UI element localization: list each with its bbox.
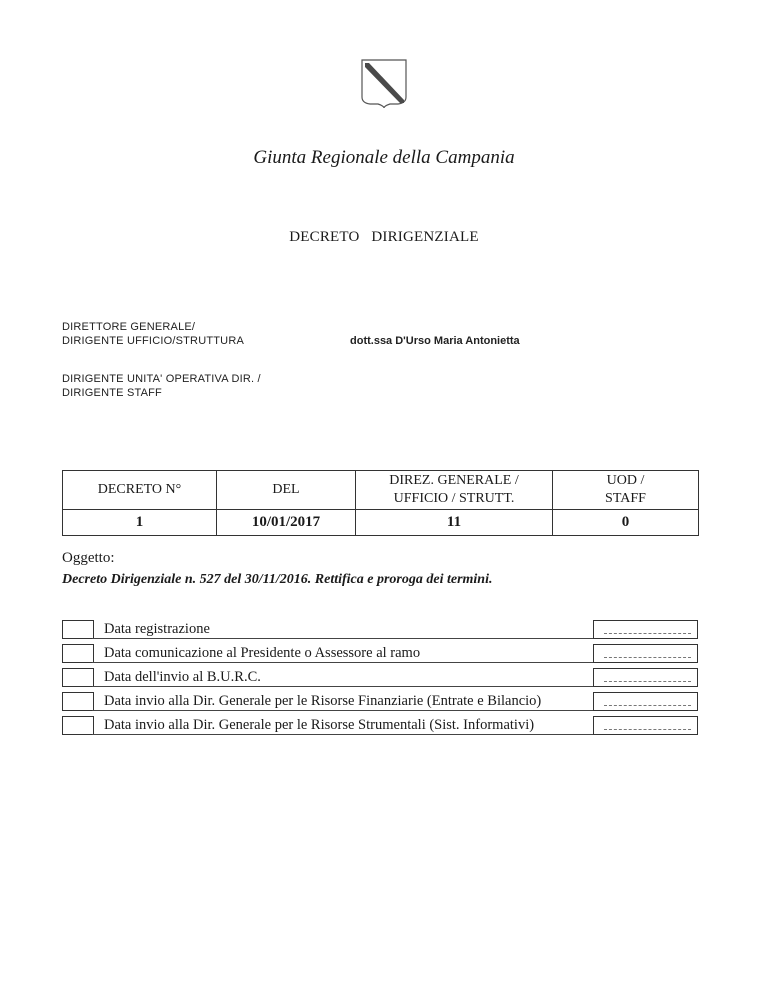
decree-table-value-row — [63, 510, 699, 536]
row-underline — [92, 734, 593, 735]
finance-date-field[interactable] — [593, 692, 698, 711]
communication-checkbox[interactable] — [62, 644, 94, 663]
header-uod-line-1: UOD / — [606, 473, 645, 488]
director-label-line-2: DIRIGENTE UFFICIO/STRUTTURA — [62, 335, 245, 347]
value-uod: 0 — [553, 510, 699, 536]
burc-date-field[interactable] — [593, 668, 698, 687]
value-direz: 11 — [356, 510, 553, 536]
communication-label: Data comunicazione al Presidente o Assessore al ramo — [104, 645, 421, 661]
organization-title: Giunta Regionale della Campania — [253, 147, 515, 168]
registration-checkbox[interactable] — [62, 620, 94, 639]
registration-row — [62, 644, 698, 662]
subject-text: Decreto Dirigenziale n. 527 del 30/11/2016. Rettifica e proroga dei termini. — [62, 572, 493, 587]
registration-date-field[interactable] — [593, 620, 698, 639]
header-uod-line-2: STAFF — [605, 491, 646, 506]
decree-info-table — [62, 470, 699, 536]
it-date-field[interactable] — [593, 716, 698, 735]
communication-date-field[interactable] — [593, 644, 698, 663]
value-del: 10/01/2017 — [217, 510, 356, 536]
header-uod — [553, 471, 699, 510]
unit-label-line-1: DIRIGENTE UNITA' OPERATIVA DIR. / — [62, 373, 261, 385]
director-label-line-1: DIRETTORE GENERALE/ — [62, 321, 196, 333]
unit-label — [62, 372, 261, 400]
document-type-heading: DECRETO DIRIGENZIALE — [289, 229, 479, 245]
header-direz-line-2: UFFICIO / STRUTT. — [393, 491, 515, 506]
header-direz — [356, 471, 553, 510]
registration-row — [62, 620, 698, 638]
burc-label: Data dell'invio al B.U.R.C. — [104, 669, 261, 685]
finance-checkbox[interactable] — [62, 692, 94, 711]
it-checkbox[interactable] — [62, 716, 94, 735]
burc-checkbox[interactable] — [62, 668, 94, 687]
subject-label: Oggetto: — [62, 550, 115, 566]
row-underline — [92, 686, 593, 687]
director-name: dott.ssa D'Urso Maria Antonietta — [350, 335, 520, 347]
row-underline — [92, 710, 593, 711]
it-label: Data invio alla Dir. Generale per le Risorse Strumentali (Sist. Informativi) — [104, 717, 535, 733]
registration-row — [62, 668, 698, 686]
director-label — [62, 320, 244, 348]
row-underline — [92, 638, 593, 639]
registration-row — [62, 716, 698, 734]
registration-label: Data registrazione — [104, 621, 210, 637]
header-direz-line-1: DIREZ. GENERALE / — [389, 473, 519, 488]
value-decreto: 1 — [63, 510, 217, 536]
header-decreto: DECRETO N° — [63, 471, 217, 510]
finance-label: Data invio alla Dir. Generale per le Risorse Finanziarie (Entrate e Bilancio) — [104, 693, 542, 709]
decree-table-header-row — [63, 471, 699, 510]
row-underline — [92, 662, 593, 663]
unit-label-line-2: DIRIGENTE STAFF — [62, 387, 162, 399]
header-del: DEL — [217, 471, 356, 510]
registration-row — [62, 692, 698, 710]
region-emblem-icon — [360, 59, 408, 109]
